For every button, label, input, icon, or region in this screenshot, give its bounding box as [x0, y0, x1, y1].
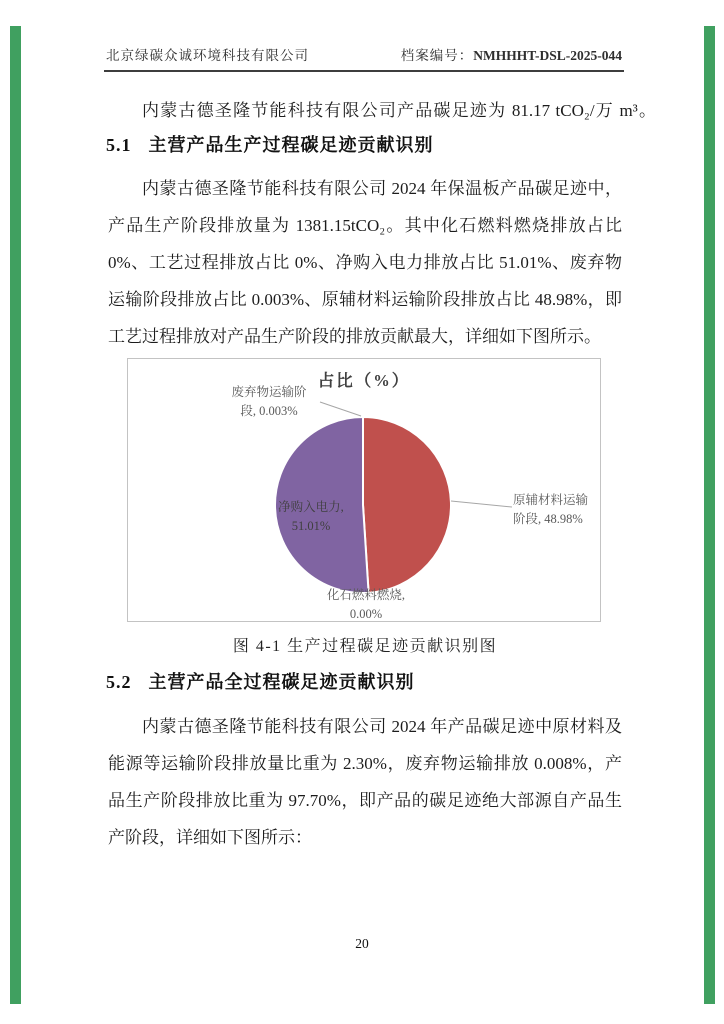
label-waste-line2: 段, 0.003% [240, 404, 298, 418]
header-company-name: 北京绿碳众诚环境科技有限公司 [106, 48, 309, 63]
right-green-border [704, 26, 715, 1004]
section-5-1-heading [106, 131, 622, 157]
label-waste-transport [192, 383, 346, 421]
pie-slice-raw-material-transport [363, 417, 451, 593]
section-5-2-heading [106, 668, 622, 694]
section-5-2-title: 主营产品全过程碳足迹贡献识别 [148, 672, 415, 692]
page-number: 20 [355, 936, 369, 951]
section-5-2-number: 5.2 [106, 672, 132, 692]
header-divider [104, 70, 624, 72]
label-raw-material-line2: 阶段, 48.98% [513, 512, 583, 526]
left-green-border [10, 26, 21, 1004]
header-doc-number [401, 44, 622, 64]
body-line: 内蒙古德圣隆节能科技有限公司 2024 年产品碳足迹中原材料及 [142, 717, 622, 736]
section-5-1-title: 主营产品生产过程碳足迹贡献识别 [148, 135, 434, 155]
pie-chart-figure [127, 358, 601, 622]
label-electricity-line1: 净购入电力, [278, 500, 344, 514]
body-line: 运输阶段排放占比 0.003%、原辅材料运输阶段排放占比 48.98%，即 [108, 290, 622, 309]
label-electricity-line2: 51.01% [291, 519, 331, 533]
section-5-1-number: 5.1 [106, 135, 132, 155]
label-electricity [251, 498, 371, 536]
label-raw-material-line1: 原辅材料运输 [513, 493, 589, 507]
chart-title: 占比（%） [317, 371, 411, 390]
paragraph-5-2 [108, 708, 622, 856]
label-waste-line1: 废弃物运输阶 [231, 385, 307, 399]
leader-line-raw-material [451, 501, 512, 507]
label-fossil-fuel [296, 586, 436, 624]
body-line: 工艺过程排放对产品生产阶段的排放贡献最大，详细如下图所示。 [108, 327, 601, 346]
label-fossil-fuel-line2: 0.00% [349, 607, 383, 621]
body-line: 能源等运输阶段排放量比重为 2.30%，废弃物运输排放 0.008%，产 [108, 754, 622, 773]
page-header [106, 44, 622, 64]
paragraph-5-1 [108, 170, 622, 355]
body-line: 产品生产阶段排放量为 1381.15tCO₂。其中化石燃料燃烧排放占比 [108, 216, 622, 235]
body-line: 品生产阶段排放比重为 97.70%，即产品的碳足迹绝大部源自产品生 [108, 791, 622, 810]
body-line: 0%、工艺过程排放占比 0%、净购入电力排放占比 51.01%、废弃物 [108, 253, 622, 272]
label-fossil-fuel-line1: 化石燃料燃烧, [326, 588, 406, 602]
body-line: 产阶段，详细如下图所示： [108, 828, 312, 847]
doc-number-code: NMHHHT-DSL-2025-044 [473, 48, 622, 63]
figure-caption: 图 4-1 生产过程碳足迹贡献识别图 [232, 638, 498, 655]
label-raw-material [513, 491, 623, 529]
intro-paragraph: 内蒙古德圣隆节能科技有限公司产品碳足迹为 81.17 tCO₂/万 m³。 [142, 101, 656, 120]
doc-number-label: 档案编号： [400, 48, 474, 63]
body-line: 内蒙古德圣隆节能科技有限公司 2024 年保温板产品碳足迹中， [142, 179, 622, 198]
